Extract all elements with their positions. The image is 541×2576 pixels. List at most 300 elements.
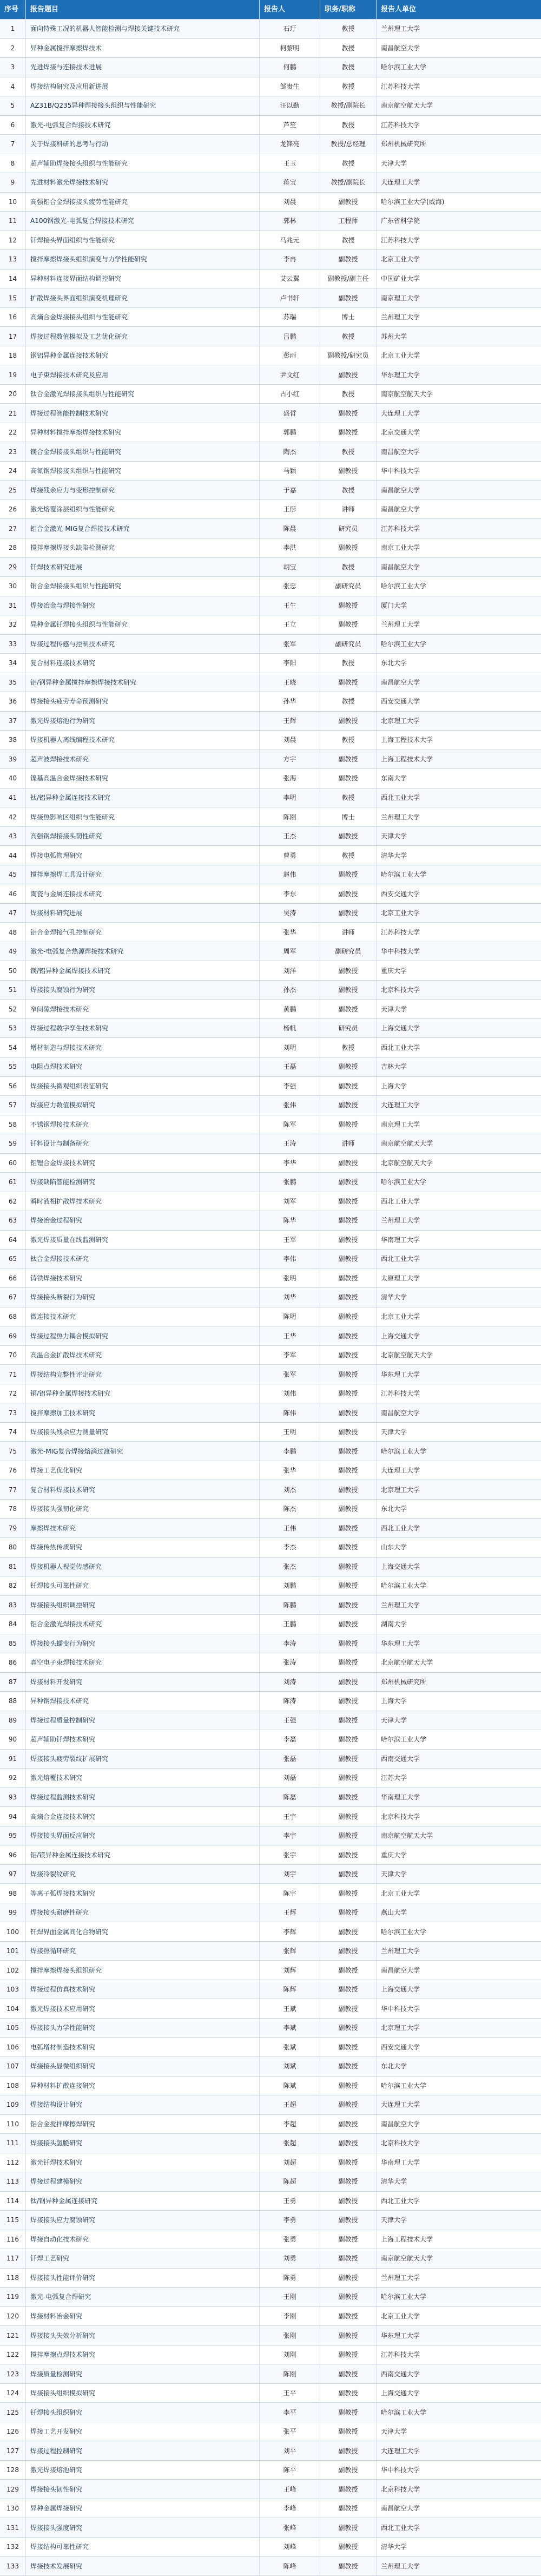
cell-title: 钢铝异种金属连接技术研究 [26,346,260,365]
cell-name: 李明 [260,788,320,807]
cell-no: 28 [0,538,26,557]
cell-title: 铝合金搅拌摩擦焊研究 [26,2115,260,2134]
cell-unit: 北京工业大学 [381,2312,420,2320]
table-row [0,2192,541,2211]
table-row [0,1211,541,1231]
cell-no: 115 [0,2211,26,2230]
cell-unit: 哈尔滨工业大学 [381,1178,427,1186]
cell-no: 91 [0,1750,26,1769]
cell-name: 王勇 [260,2192,320,2211]
cell-no: 48 [0,923,26,942]
table-row [0,1865,541,1884]
cell-unit: 哈尔滨工业大学 [381,1447,427,1455]
table-row [0,2230,541,2250]
cell-rank: 副教授 [320,1922,377,1941]
cell-rank: 博士 [320,807,377,826]
cell-unit: 江苏科技大学 [381,1390,420,1398]
cell-rank: 副教授 [320,596,377,615]
cell-unit: 华中科技大学 [381,467,420,475]
cell-no: 66 [0,1269,26,1288]
table-row [0,1884,541,1903]
cell-unit: 哈尔滨工业大学 [381,640,427,648]
cell-name: 张忠 [260,577,320,596]
cell-rank: 副教授 [320,1307,377,1326]
table-row [0,1154,541,1173]
table-row [0,1942,541,1961]
cell-name: 龙锋亮 [260,135,320,154]
table-row [0,1500,541,1519]
cell-rank: 副教授 [320,538,377,557]
cell-unit: 哈尔滨工业大学(威海) [381,198,445,206]
cell-unit: 上海大学 [381,1697,407,1705]
cell-title: 高氮钢焊接接头组织与性能研究 [26,462,260,481]
cell-rank: 副教授 [320,1653,377,1672]
cell-rank: 教授 [320,39,377,58]
cell-title: 焊接材料研究进展 [26,904,260,923]
cell-title: 焊接接头性能评价研究 [26,2269,260,2288]
cell-title: 复合材料焊接技术研究 [26,1480,260,1499]
cell-unit: 西南交通大学 [381,2370,420,2378]
cell-no: 23 [0,442,26,461]
cell-rank: 副教授 [320,1173,377,1192]
cell-unit: 北京工业大学 [381,1313,420,1320]
cell-name: 陈宇 [260,1884,320,1903]
cell-rank: 副教授/副主任 [320,270,377,288]
cell-no: 61 [0,1173,26,1192]
cell-unit: 北京理工大学 [381,717,420,725]
cell-no: 79 [0,1519,26,1537]
cell-rank: 副研究员 [320,577,377,596]
cell-unit: 上海工程技术大学 [381,755,433,763]
cell-name: 王平 [260,2384,320,2403]
cell-no: 53 [0,1019,26,1038]
cell-no: 87 [0,1673,26,1692]
cell-title: 超声辅助焊接接头组织与性能研究 [26,154,260,173]
cell-no: 95 [0,1826,26,1845]
cell-rank: 教授 [320,77,377,96]
cell-name: 芦笙 [260,116,320,135]
cell-name: 王超 [260,2095,320,2114]
table-row [0,1673,541,1692]
cell-no: 5 [0,96,26,115]
cell-name: 张磊 [260,1750,320,1769]
cell-title: 焊接接头强度研究 [26,2518,260,2537]
cell-title: 铝合金激光-MIG复合焊接技术研究 [26,519,260,538]
cell-rank: 副教授 [320,1423,377,1442]
cell-no: 69 [0,1326,26,1345]
cell-no: 111 [0,2134,26,2153]
cell-title: 扩散焊接头界面组织演变机理研究 [26,288,260,307]
cell-title: 焊接过程监测技术研究 [26,1788,260,1807]
cell-rank: 副教授 [320,1865,377,1884]
cell-rank: 副教授 [320,2211,377,2230]
cell-title: 激光-电弧复合热源焊接技术研究 [26,942,260,961]
cell-no: 7 [0,135,26,154]
table-row [0,788,541,808]
cell-title: 陶瓷与金属连接技术研究 [26,884,260,903]
cell-rank: 副教授 [320,884,377,903]
cell-rank: 副教授 [320,2441,377,2460]
table-row [0,2422,541,2442]
cell-no: 9 [0,173,26,192]
cell-title: 高强铝合金焊接接头疲劳性能研究 [26,193,260,212]
cell-name: 张伟 [260,1096,320,1115]
cell-title: 不锈钢焊接技术研究 [26,1115,260,1134]
table-row [0,154,541,174]
cell-title: 高熵合金连接技术研究 [26,1807,260,1826]
table-row [0,1480,541,1500]
cell-unit: 兰州理工大学 [381,813,420,821]
cell-unit: 南昌航空大学 [381,2120,420,2128]
cell-no: 101 [0,1942,26,1961]
cell-unit: 南昌航空大学 [381,505,420,514]
cell-no: 128 [0,2461,26,2480]
cell-rank: 副教授 [320,288,377,307]
cell-title: 异种金属焊接研究 [26,2499,260,2518]
table-row [0,2038,541,2057]
cell-unit: 天津大学 [381,1870,407,1878]
cell-unit: 东北大学 [381,1505,407,1513]
cell-unit: 吉林大学 [381,1063,407,1071]
cell-name: 张辉 [260,1942,320,1961]
cell-rank: 副教授 [320,2019,377,2038]
cell-name: 王彤 [260,500,320,519]
cell-name: 陈华 [260,1211,320,1230]
table-row [0,731,541,750]
cell-rank: 副教授 [320,1826,377,1845]
cell-name: 陈勇 [260,2269,320,2288]
cell-unit: 哈尔滨工业大学 [381,1736,427,1744]
cell-name: 陈军 [260,1115,320,1134]
cell-no: 32 [0,615,26,634]
table-row [0,884,541,904]
cell-title: 焊接接头微观组织表征研究 [26,1077,260,1096]
cell-no: 104 [0,1999,26,2018]
cell-no: 120 [0,2307,26,2326]
table-row [0,481,541,500]
cell-unit: 大连理工大学 [381,2447,420,2455]
cell-rank: 副教授 [320,1519,377,1537]
table-row [0,1750,541,1769]
table-row [0,193,541,212]
cell-name: 邹贵生 [260,77,320,96]
cell-rank: 副教授 [320,2345,377,2364]
cell-name: 王辉 [260,1903,320,1922]
cell-rank: 副教授 [320,2538,377,2557]
cell-rank: 副教授 [320,2115,377,2134]
cell-rank: 副教授 [320,1961,377,1980]
cell-unit: 北京航空航天大学 [381,1659,433,1667]
table-row [0,615,541,635]
cell-no: 44 [0,846,26,865]
table-row [0,2076,541,2096]
cell-no: 56 [0,1077,26,1096]
table-row [0,1288,541,1307]
cell-title: 钎料设计与制备研究 [26,1134,260,1153]
cell-unit: 北京航空航天大学 [381,1159,433,1167]
table-row [0,442,541,462]
cell-title: 焊接冶金与焊接性研究 [26,596,260,615]
cell-no: 22 [0,423,26,442]
table-row [0,1558,541,1577]
cell-unit: 南昌航空大学 [381,563,420,571]
cell-no: 64 [0,1231,26,1250]
cell-rank: 副教授/研究员 [320,346,377,365]
cell-name: 李鹏 [260,1442,320,1461]
cell-name: 张平 [260,2422,320,2441]
cell-no: 58 [0,1115,26,1134]
cell-no: 86 [0,1653,26,1672]
cell-title: 焊接过程热力耦合模拟研究 [26,1326,260,1345]
table-row [0,77,541,97]
table-row [0,346,541,366]
cell-title: 焊接接头韧性研究 [26,2480,260,2499]
table-row [0,2345,541,2365]
cell-unit: 华东理工大学 [381,371,420,379]
cell-rank: 副研究员 [320,942,377,961]
cell-no: 20 [0,385,26,404]
cell-name: 李超 [260,2115,320,2134]
cell-rank: 副教授 [320,2095,377,2114]
cell-no: 29 [0,558,26,577]
cell-name: 王伟 [260,1519,320,1537]
cell-unit: 天津大学 [381,1716,407,1724]
cell-no: 21 [0,404,26,423]
cell-unit: 南京航空航天大学 [381,2255,433,2263]
cell-no: 127 [0,2441,26,2460]
cell-name: 陈伟 [260,1403,320,1422]
cell-rank: 副教授 [320,250,377,269]
table-row [0,212,541,231]
cell-rank: 讲师 [320,1134,377,1153]
cell-no: 108 [0,2076,26,2095]
cell-name: 李峰 [260,2499,320,2518]
cell-name: 王军 [260,1231,320,1250]
cell-rank: 副教授 [320,865,377,884]
cell-unit: 华东理工大学 [381,2331,420,2340]
cell-name: 陈刚 [260,807,320,826]
table-row [0,2172,541,2192]
cell-title: 超声波焊接技术研究 [26,750,260,769]
cell-unit: 南京工业大学 [381,544,420,552]
cell-no: 51 [0,981,26,1000]
cell-title: 激光焊接熔池行为研究 [26,712,260,731]
cell-no: 43 [0,827,26,846]
cell-name: 张杰 [260,1558,320,1576]
cell-no: 33 [0,635,26,654]
cell-title: 钛合金焊接技术研究 [26,1250,260,1269]
table-row [0,288,541,308]
cell-name: 陈超 [260,2172,320,2191]
cell-rank: 副教授 [320,673,377,692]
cell-name: 张华 [260,1461,320,1480]
table-row [0,807,541,827]
cell-name: 盛哲 [260,404,320,423]
cell-no: 42 [0,807,26,826]
cell-unit: 江苏科技大学 [381,236,420,244]
cell-rank: 副教授 [320,2480,377,2499]
cell-unit: 上海交通大学 [381,1562,420,1570]
cell-title: 真空电子束焊接技术研究 [26,1653,260,1672]
cell-no: 59 [0,1134,26,1153]
table-row [0,1845,541,1865]
cell-title: 钎焊接头界面组织与性能研究 [26,231,260,250]
cell-unit: 苏州大学 [381,332,407,340]
cell-unit: 江苏科技大学 [381,928,420,936]
cell-rank: 副教授 [320,1461,377,1480]
cell-unit: 上海大学 [381,1082,407,1090]
cell-no: 78 [0,1500,26,1519]
cell-no: 15 [0,288,26,307]
cell-no: 70 [0,1346,26,1365]
cell-title: 焊接缺陷智能检测研究 [26,1173,260,1192]
cell-no: 72 [0,1384,26,1403]
cell-no: 130 [0,2499,26,2518]
header-name: 报告人 [260,0,320,19]
cell-name: 王明 [260,1423,320,1442]
cell-name: 刘刚 [260,2345,320,2364]
cell-rank: 副教授 [320,1192,377,1211]
cell-unit: 中国矿业大学 [381,274,420,282]
cell-no: 114 [0,2192,26,2211]
cell-no: 96 [0,1845,26,1864]
cell-title: 焊接结构设计研究 [26,2095,260,2114]
cell-no: 84 [0,1615,26,1634]
table-row [0,1730,541,1750]
cell-rank: 副教授 [320,750,377,769]
cell-title: 铸铁焊接技术研究 [26,1269,260,1288]
cell-rank: 副教授 [320,2384,377,2403]
cell-name: 李军 [260,1346,320,1365]
cell-unit: 湖南大学 [381,1620,407,1628]
cell-no: 62 [0,1192,26,1211]
cell-name: 刘平 [260,2441,320,2460]
cell-rank: 博士 [320,308,377,327]
cell-no: 109 [0,2095,26,2114]
table-row [0,1403,541,1423]
cell-name: 王玉 [260,154,320,173]
cell-rank: 副教授 [320,1096,377,1115]
cell-title: 钎焊界面金属间化合物研究 [26,1922,260,1941]
cell-title: 焊接机器人视觉传感研究 [26,1558,260,1576]
cell-rank: 副教授 [320,1807,377,1826]
cell-name: 李冉 [260,250,320,269]
cell-unit: 北京科技大学 [381,986,420,994]
cell-rank: 副教授 [320,1250,377,1269]
cell-rank: 工程师 [320,212,377,231]
cell-no: 125 [0,2403,26,2422]
cell-name: 陈辉 [260,1980,320,1999]
cell-rank: 副教授 [320,1980,377,1999]
cell-title: 激光熔覆技术研究 [26,1769,260,1788]
cell-name: 李涛 [260,1634,320,1653]
cell-title: 高熵合金焊接接头组织与性能研究 [26,308,260,327]
cell-no: 90 [0,1730,26,1749]
table-row [0,1980,541,2000]
cell-unit: 兰州理工大学 [381,621,420,629]
table-row [0,2269,541,2288]
cell-unit: 西安交通大学 [381,2043,420,2051]
cell-unit: 上海交通大学 [381,2389,420,2397]
table-row [0,96,541,116]
cell-title: 钛/铝异种金属连接技术研究 [26,788,260,807]
cell-no: 13 [0,250,26,269]
cell-name: 王晓 [260,673,320,692]
cell-name: 刘峰 [260,2538,320,2557]
cell-no: 110 [0,2115,26,2134]
cell-name: 陈鹏 [260,1596,320,1615]
cell-title: AZ31B/Q235异种焊接接头组织与性能研究 [26,96,260,115]
table-row [0,961,541,981]
cell-unit: 东北大学 [381,2062,407,2071]
cell-title: 焊接接头组织调控研究 [26,1596,260,1615]
table-row [0,692,541,712]
table-row [0,2095,541,2115]
cell-title: 面向特殊工况的机器人智能检测与焊接关键技术研究 [26,19,260,38]
cell-rank: 副教授 [320,904,377,923]
cell-unit: 南京航空航天大学 [381,1140,433,1148]
table-row [0,1192,541,1212]
cell-title: 激光焊接技术应用研究 [26,1999,260,2018]
cell-unit: 大连理工大学 [381,179,420,187]
cell-rank: 副教授 [320,1576,377,1595]
cell-rank: 副教授 [320,1692,377,1711]
cell-no: 46 [0,884,26,903]
table-row [0,116,541,135]
cell-no: 116 [0,2230,26,2249]
cell-rank: 副教授 [320,2288,377,2306]
cell-title: 焊接结构完整性评定研究 [26,1365,260,1384]
cell-name: 陈晨 [260,519,320,538]
cell-no: 107 [0,2057,26,2076]
cell-name: 刘勇 [260,2249,320,2268]
cell-unit: 太原理工大学 [381,1274,420,1282]
table-row [0,673,541,693]
cell-rank: 副教授 [320,2057,377,2076]
cell-unit: 郑州机械研究所 [381,140,427,148]
cell-unit: 华南理工大学 [381,1793,420,1801]
cell-unit: 清华大学 [381,2178,407,2186]
cell-name: 李宇 [260,1826,320,1845]
cell-name: 张斌 [260,2038,320,2056]
cell-title: 先进材料激光焊接技术研究 [26,173,260,192]
cell-title: 焊接接头界面反应研究 [26,1826,260,1845]
cell-no: 26 [0,500,26,519]
header-rank: 职务/职称 [320,0,377,19]
table-row [0,1769,541,1788]
cell-rank: 副教授 [320,2307,377,2326]
table-row [0,2461,541,2480]
cell-name: 刘磊 [260,1769,320,1788]
cell-title: 焊接过程质量控制研究 [26,1711,260,1730]
cell-name: 方宇 [260,750,320,769]
cell-name: 王生 [260,596,320,615]
cell-no: 27 [0,519,26,538]
cell-no: 73 [0,1403,26,1422]
cell-name: 汪以勤 [260,96,320,115]
cell-no: 2 [0,39,26,58]
cell-no: 12 [0,231,26,250]
cell-name: 李斌 [260,2019,320,2038]
cell-unit: 北京工业大学 [381,255,420,264]
cell-rank: 副教授 [320,769,377,788]
cell-unit: 燕山大学 [381,1909,407,1917]
cell-unit: 北京交通大学 [381,429,420,437]
cell-title: 搅拌摩擦焊接头缺陷检测研究 [26,538,260,557]
cell-no: 129 [0,2480,26,2499]
cell-name: 张涛 [260,1653,320,1672]
cell-title: 镁/铝异种金属焊接技术研究 [26,961,260,980]
